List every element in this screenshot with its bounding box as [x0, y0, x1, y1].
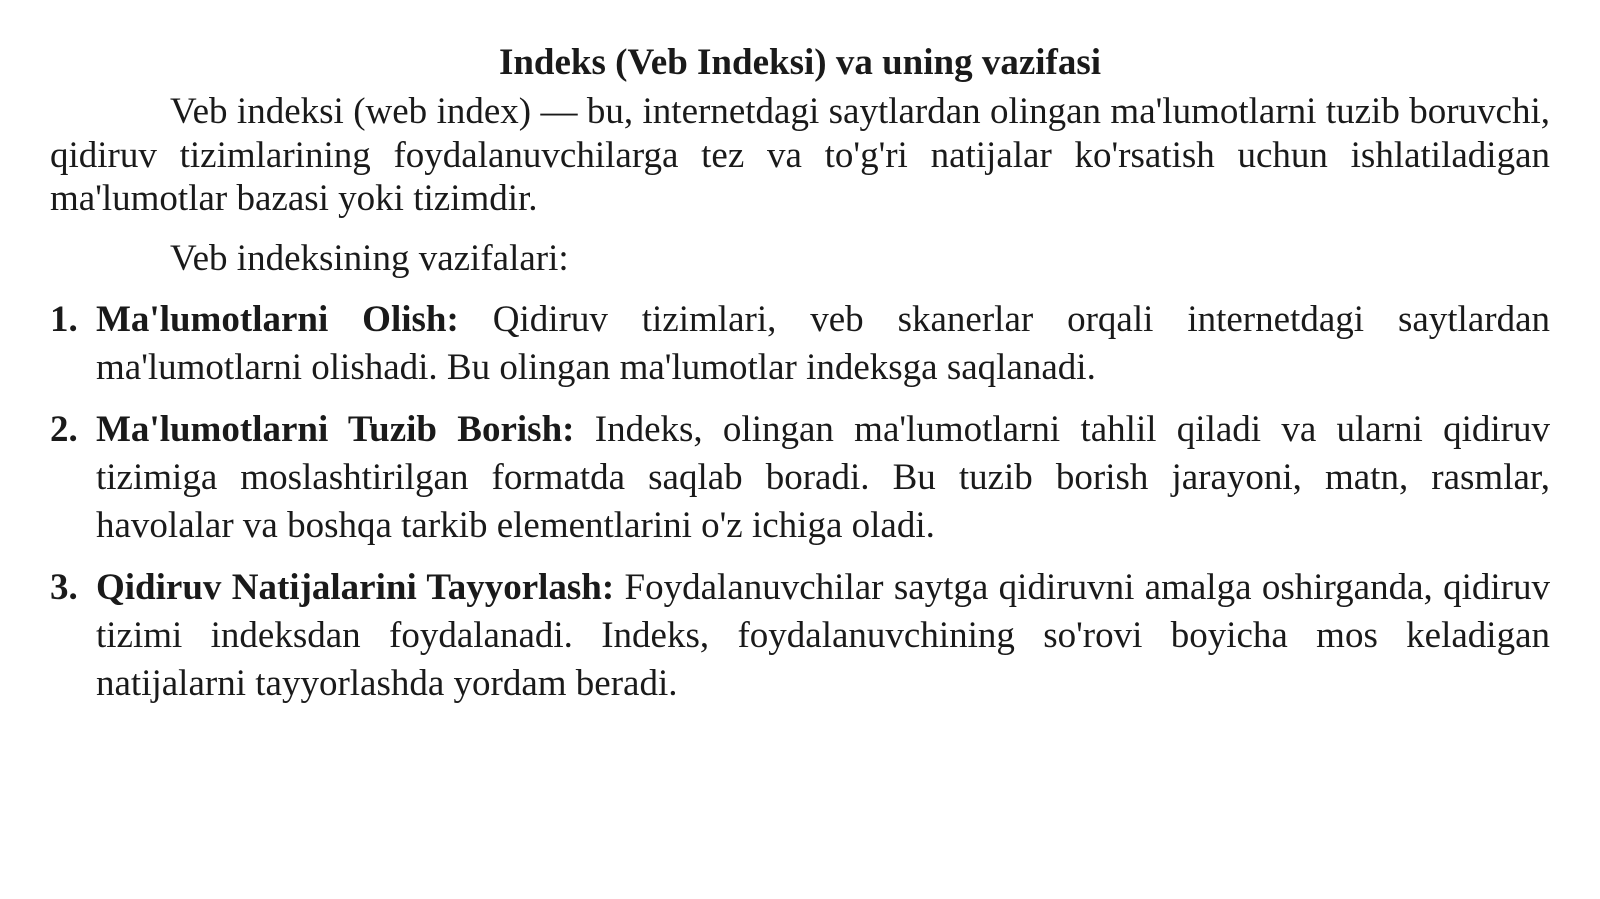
- list-item: [50, 564, 1550, 708]
- list-item-heading: Qidiruv Natijalarini Tayyorlash:: [96, 567, 625, 608]
- list-item: [50, 296, 1550, 392]
- list-item-heading: Ma'lumotlarni Olish:: [96, 299, 493, 340]
- document-title: Indeks (Veb Indeksi) va uning vazifasi: [498, 42, 1102, 83]
- list-item-text: Qidiruv tizimlari, veb skanerlar orqali internetdagi saytlardan ma'lumotlarni olishadi. Bu olingan ma'lumotlar indeksga saqlanadi.: [96, 299, 1550, 388]
- list-item-text: Indeks, olingan ma'lumotlarni tahlil qiladi va ularni qidiruv tizimiga moslashtirilgan formatda saqlab boradi. Bu tuzib borish jarayoni, matn, rasmlar, havolalar va boshqa tarkib elementlarini o'z ichiga oladi.: [96, 409, 1550, 546]
- functions-list: [50, 296, 1550, 708]
- list-item-number: 1.: [50, 299, 78, 340]
- functions-subheading: Veb indeksining vazifalari:: [170, 237, 569, 279]
- document-page: [50, 38, 1550, 722]
- list-item-number: 3.: [50, 567, 78, 608]
- list-item-text: Foydalanuvchilar saytga qidiruvni amalga oshirganda, qidiruv tizimi indeksdan foydalanadi. Indeks, foydalanuvchining so'rovi boyicha mos keladigan natijalarni tayyorlashda yordam beradi.: [96, 567, 1551, 704]
- list-item-heading: Ma'lumotlarni Tuzib Borish:: [96, 409, 595, 450]
- intro-paragraph: Veb indeksi (web index) — bu, internetdagi saytlardan olingan ma'lumotlarni tuzib boruvchi, qidiruv tizimlarining foydalanuvchilarga tez va to'g'ri natijalar ko'rsatish uchun ishlatiladigan ma'lumotlar bazasi yoki tizimdir.: [50, 91, 1550, 219]
- list-item-number: 2.: [50, 409, 78, 450]
- list-item: [50, 406, 1550, 550]
